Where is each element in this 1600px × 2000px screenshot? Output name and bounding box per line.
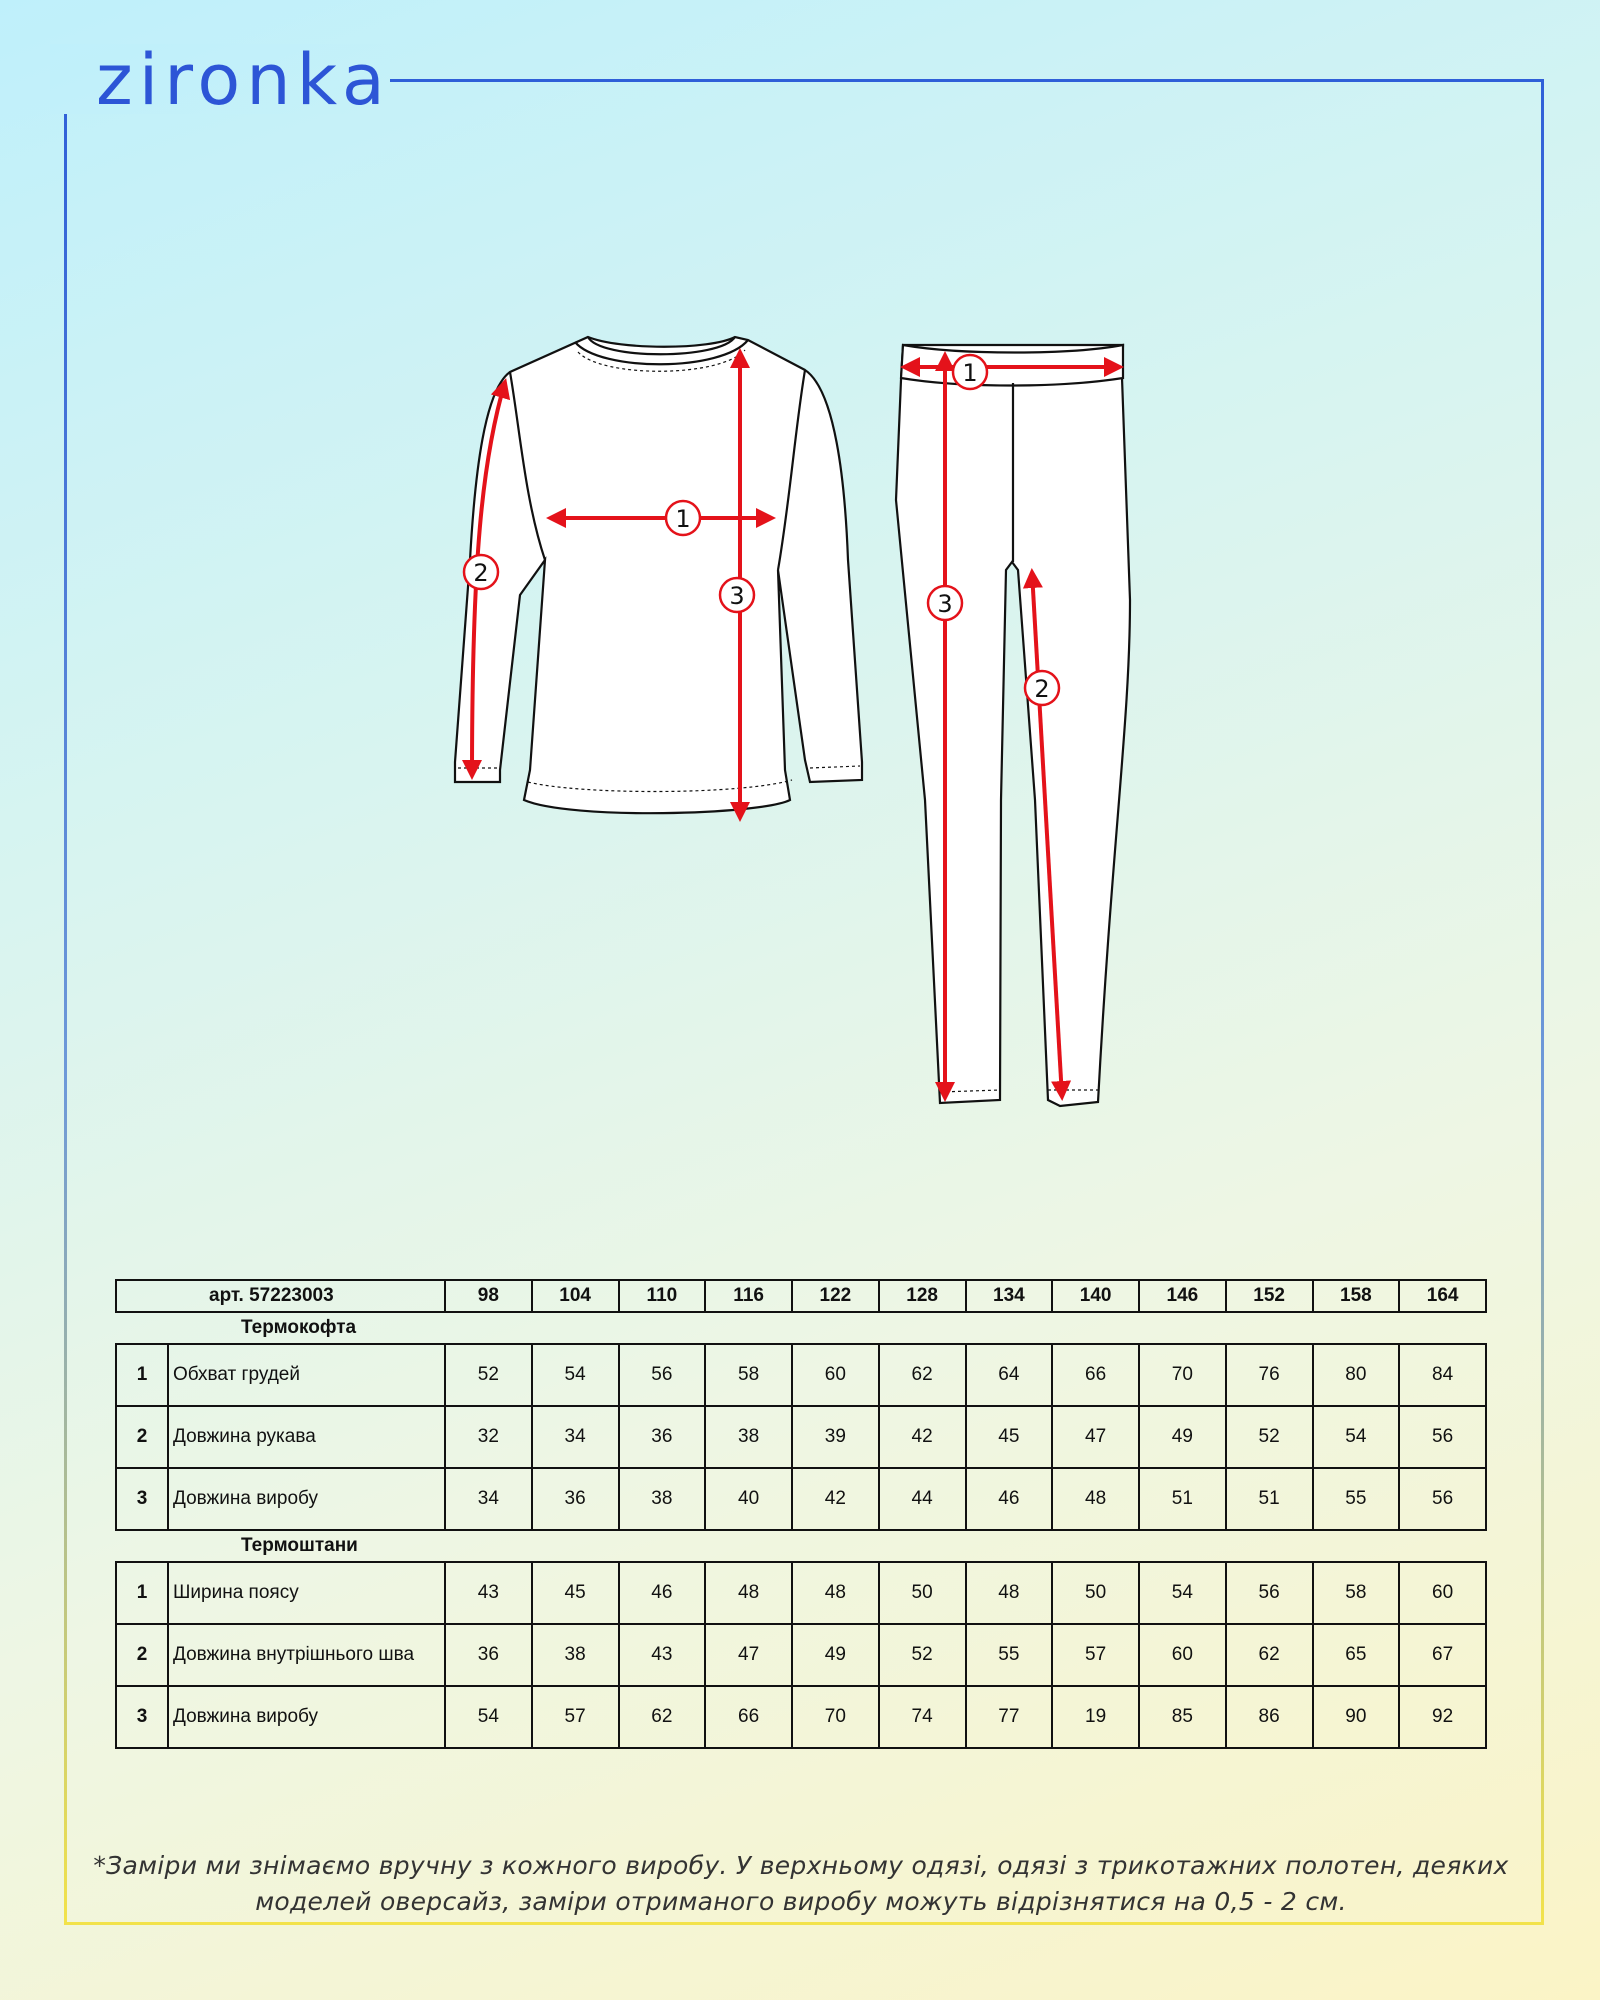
size-header-110: 110 <box>619 1280 706 1312</box>
measurement-value: 52 <box>1226 1406 1313 1468</box>
pants-marker-1: 1 <box>962 359 978 387</box>
measurement-value: 49 <box>1139 1406 1226 1468</box>
section-row <box>116 1530 1486 1562</box>
table-row <box>116 1562 1486 1624</box>
measurement-value: 54 <box>1313 1406 1400 1468</box>
size-header-104: 104 <box>532 1280 619 1312</box>
measurement-value: 51 <box>1226 1468 1313 1530</box>
size-header-134: 134 <box>966 1280 1053 1312</box>
measurement-value: 65 <box>1313 1624 1400 1686</box>
brand-logo: zironka <box>96 39 391 121</box>
measurement-value: 62 <box>879 1344 966 1406</box>
article-number: арт. 57223003 <box>116 1280 445 1312</box>
measurement-value: 70 <box>1139 1344 1226 1406</box>
measurement-value: 85 <box>1139 1686 1226 1748</box>
measurement-value: 84 <box>1399 1344 1486 1406</box>
measurement-value: 58 <box>705 1344 792 1406</box>
measurement-value: 66 <box>1052 1344 1139 1406</box>
measurement-value: 80 <box>1313 1344 1400 1406</box>
measurement-value: 48 <box>966 1562 1053 1624</box>
measurement-value: 47 <box>1052 1406 1139 1468</box>
measurement-value: 40 <box>705 1468 792 1530</box>
measurement-value: 45 <box>532 1562 619 1624</box>
measurement-value: 43 <box>619 1624 706 1686</box>
measurement-value: 45 <box>966 1406 1053 1468</box>
measurement-value: 60 <box>792 1344 879 1406</box>
measurement-label: Обхват грудей <box>168 1344 445 1406</box>
row-number: 1 <box>116 1562 168 1624</box>
measurement-value: 57 <box>1052 1624 1139 1686</box>
measurement-label: Ширина поясу <box>168 1562 445 1624</box>
measurement-value: 74 <box>879 1686 966 1748</box>
measurement-value: 34 <box>445 1468 532 1530</box>
measurement-value: 19 <box>1052 1686 1139 1748</box>
measurement-value: 52 <box>879 1624 966 1686</box>
measurement-label: Довжина виробу <box>168 1468 445 1530</box>
measurement-value: 34 <box>532 1406 619 1468</box>
table-row <box>116 1624 1486 1686</box>
size-header-116: 116 <box>705 1280 792 1312</box>
measurement-value: 56 <box>619 1344 706 1406</box>
measurement-value: 50 <box>879 1562 966 1624</box>
measurement-value: 39 <box>792 1406 879 1468</box>
measurement-value: 42 <box>792 1468 879 1530</box>
sweater-marker-1: 1 <box>675 505 691 533</box>
table-row <box>116 1406 1486 1468</box>
measurement-value: 48 <box>1052 1468 1139 1530</box>
size-header-164: 164 <box>1399 1280 1486 1312</box>
table-header-row <box>116 1280 1486 1312</box>
size-header-152: 152 <box>1226 1280 1313 1312</box>
table-row <box>116 1344 1486 1406</box>
size-header-146: 146 <box>1139 1280 1226 1312</box>
row-number: 3 <box>116 1686 168 1748</box>
measurement-value: 38 <box>532 1624 619 1686</box>
measurement-value: 58 <box>1313 1562 1400 1624</box>
measurement-value: 32 <box>445 1406 532 1468</box>
section-row <box>116 1312 1486 1344</box>
section-title-sweater: Термокофта <box>241 1317 357 1338</box>
measurement-footnote: *Заміри ми знімаємо вручну з кожного виробу. У верхньому одязі, одязі з трикотажних полотен, деяких моделей оверсайз, заміри отриманого виробу можуть відрізнятися на 0,5 - 2 см. <box>93 1851 1509 1916</box>
measurement-value: 51 <box>1139 1468 1226 1530</box>
measurement-value: 46 <box>966 1468 1053 1530</box>
measurement-value: 56 <box>1399 1468 1486 1530</box>
measurement-value: 90 <box>1313 1686 1400 1748</box>
measurement-value: 60 <box>1139 1624 1226 1686</box>
sweater-outline <box>455 337 862 813</box>
measurement-value: 77 <box>966 1686 1053 1748</box>
measurement-value: 56 <box>1399 1406 1486 1468</box>
section-title-pants: Термоштани <box>241 1535 358 1556</box>
row-number: 2 <box>116 1406 168 1468</box>
measurement-value: 47 <box>705 1624 792 1686</box>
size-header-158: 158 <box>1313 1280 1400 1312</box>
table-row <box>116 1686 1486 1748</box>
pants-outline <box>896 345 1130 1106</box>
size-header-98: 98 <box>445 1280 532 1312</box>
measurement-value: 55 <box>1313 1468 1400 1530</box>
measurement-value: 66 <box>705 1686 792 1748</box>
measurement-value: 86 <box>1226 1686 1313 1748</box>
measurement-value: 55 <box>966 1624 1053 1686</box>
measurement-value: 70 <box>792 1686 879 1748</box>
measurement-value: 62 <box>619 1686 706 1748</box>
sweater-marker-2: 2 <box>473 559 489 587</box>
measurement-value: 54 <box>1139 1562 1226 1624</box>
size-header-128: 128 <box>879 1280 966 1312</box>
measurement-value: 50 <box>1052 1562 1139 1624</box>
row-number: 1 <box>116 1344 168 1406</box>
measurement-value: 46 <box>619 1562 706 1624</box>
measurement-value: 52 <box>445 1344 532 1406</box>
measurement-value: 42 <box>879 1406 966 1468</box>
measurement-value: 43 <box>445 1562 532 1624</box>
size-header-140: 140 <box>1052 1280 1139 1312</box>
measurement-value: 56 <box>1226 1562 1313 1624</box>
sweater-marker-3: 3 <box>729 582 745 610</box>
measurement-value: 36 <box>532 1468 619 1530</box>
measurement-value: 49 <box>792 1624 879 1686</box>
measurement-value: 48 <box>792 1562 879 1624</box>
measurement-label: Довжина внутрішнього шва <box>168 1624 445 1686</box>
measurement-value: 60 <box>1399 1562 1486 1624</box>
measurement-label: Довжина виробу <box>168 1686 445 1748</box>
size-header-122: 122 <box>792 1280 879 1312</box>
measurement-value: 67 <box>1399 1624 1486 1686</box>
measurement-value: 62 <box>1226 1624 1313 1686</box>
size-chart-table <box>115 1279 1487 1749</box>
measurement-value: 36 <box>445 1624 532 1686</box>
measurement-value: 57 <box>532 1686 619 1748</box>
measurement-value: 38 <box>619 1468 706 1530</box>
measurement-value: 54 <box>532 1344 619 1406</box>
row-number: 2 <box>116 1624 168 1686</box>
measurement-value: 48 <box>705 1562 792 1624</box>
measurement-label: Довжина рукава <box>168 1406 445 1468</box>
measurement-value: 92 <box>1399 1686 1486 1748</box>
row-number: 3 <box>116 1468 168 1530</box>
measurement-value: 64 <box>966 1344 1053 1406</box>
pants-marker-3: 3 <box>937 590 953 618</box>
measurement-value: 44 <box>879 1468 966 1530</box>
measurement-value: 36 <box>619 1406 706 1468</box>
measurement-value: 38 <box>705 1406 792 1468</box>
pants-marker-2: 2 <box>1034 675 1050 703</box>
measurement-value: 76 <box>1226 1344 1313 1406</box>
measurement-value: 54 <box>445 1686 532 1748</box>
table-row <box>116 1468 1486 1530</box>
